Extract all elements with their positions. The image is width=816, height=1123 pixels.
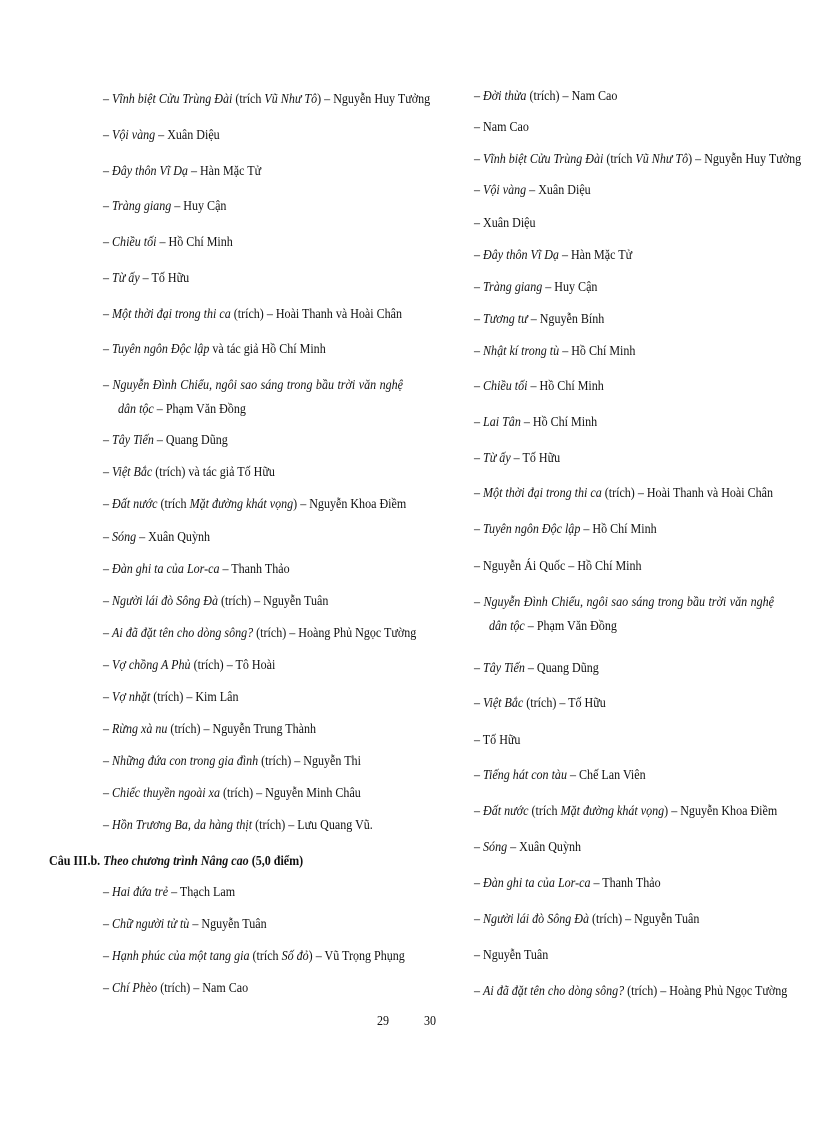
left-line-23-seg-2: Hồn Trương Ba, da hàng thịt xyxy=(112,818,253,833)
left-line-18-seg-2: Vợ chồng A Phủ xyxy=(112,658,191,673)
left-line-8-seg-1: – xyxy=(103,342,113,357)
left-line-24-seg-2: Theo chương trình Nâng cao xyxy=(103,854,249,869)
left-line-28-seg-3: (trích) – Nam Cao xyxy=(157,981,249,996)
left-line-15 xyxy=(103,561,290,579)
right-line-22-seg-1: – xyxy=(474,804,484,819)
right-line-3-seg-5: ) – Nguyễn Huy Tưởng xyxy=(688,152,802,167)
left-line-13-seg-5: ) – Nguyễn Khoa Điềm xyxy=(293,497,407,512)
right-line-5-seg-1: – Xuân Diệu xyxy=(474,216,536,231)
left-line-27-seg-3: (trích xyxy=(249,949,282,964)
right-line-19 xyxy=(474,695,606,713)
left-line-4-seg-2: Tràng giang xyxy=(112,199,172,214)
right-line-1-seg-3: (trích) – Nam Cao xyxy=(526,89,618,104)
right-line-12-seg-3: – Tố Hữu xyxy=(510,451,561,466)
right-line-9-seg-1: – xyxy=(474,344,484,359)
left-line-16-seg-2: Người lái đò Sông Đà xyxy=(112,594,219,609)
right-line-20 xyxy=(474,732,520,750)
right-line-8-seg-2: Tương tư xyxy=(483,312,528,327)
right-line-17 xyxy=(489,618,617,636)
right-line-17-seg-1: dân tộc xyxy=(489,619,525,634)
right-line-18-seg-3: – Quang Dũng xyxy=(524,661,599,676)
left-line-6-seg-1: – xyxy=(103,271,113,286)
left-line-10 xyxy=(118,401,246,419)
right-line-22-seg-5: ) – Nguyễn Khoa Điềm xyxy=(664,804,778,819)
right-line-23 xyxy=(474,839,581,857)
left-line-1 xyxy=(103,91,430,109)
left-line-21 xyxy=(103,753,361,771)
left-line-13 xyxy=(103,496,406,514)
right-line-21-seg-3: – Chế Lan Viên xyxy=(566,768,646,783)
left-line-17 xyxy=(103,625,416,643)
left-line-25-seg-3: – Thạch Lam xyxy=(168,885,236,900)
right-line-12-seg-2: Từ ấy xyxy=(483,451,511,466)
right-line-21 xyxy=(474,767,646,785)
right-line-22-seg-4: Mặt đường khát vọng xyxy=(560,804,665,819)
left-line-14-seg-2: Sóng xyxy=(112,530,137,545)
left-line-22-seg-2: Chiếc thuyền ngoài xa xyxy=(112,786,221,801)
left-line-26-seg-2: Chữ người tử tù xyxy=(112,917,190,932)
right-line-7 xyxy=(474,279,597,297)
left-line-23 xyxy=(103,817,373,835)
left-line-5 xyxy=(103,234,233,252)
left-line-24-seg-3: (5,0 điểm) xyxy=(248,854,304,869)
left-line-25 xyxy=(103,884,235,902)
left-line-22-seg-3: (trích) – Nguyễn Minh Châu xyxy=(220,786,361,801)
right-line-5 xyxy=(474,215,536,233)
left-line-18-seg-1: – xyxy=(103,658,113,673)
right-line-6-seg-1: – xyxy=(474,248,484,263)
right-line-21-seg-2: Tiếng hát con tàu xyxy=(483,768,567,783)
left-line-24 xyxy=(49,853,303,871)
left-line-28-seg-1: – xyxy=(103,981,113,996)
right-line-13-seg-1: – xyxy=(474,486,484,501)
right-line-3 xyxy=(474,151,801,169)
right-line-12 xyxy=(474,450,560,468)
right-line-15 xyxy=(474,558,642,576)
right-line-13-seg-2: Một thời đại trong thi ca xyxy=(483,486,602,501)
left-line-15-seg-2: Đàn ghi ta của Lor-ca xyxy=(112,562,220,577)
right-line-4 xyxy=(474,182,591,200)
right-line-3-seg-4: Vũ Như Tô xyxy=(635,152,689,167)
right-line-25-seg-2: Người lái đò Sông Đà xyxy=(483,912,590,927)
left-line-4-seg-1: – xyxy=(103,199,113,214)
right-line-15-seg-1: – Nguyễn Ái Quốc – Hồ Chí Minh xyxy=(474,559,642,574)
left-line-16-seg-1: – xyxy=(103,594,113,609)
right-line-6 xyxy=(474,247,632,265)
right-line-2-seg-1: – Nam Cao xyxy=(474,120,529,135)
left-line-2-seg-1: – xyxy=(103,128,113,143)
right-line-1-seg-1: – xyxy=(474,89,484,104)
left-line-4 xyxy=(103,198,226,216)
right-line-7-seg-2: Tràng giang xyxy=(483,280,543,295)
right-line-19-seg-2: Việt Bắc xyxy=(483,696,524,711)
right-line-16-seg-2: Nguyễn Đình Chiểu, ngôi sao sáng trong bầu trời văn nghệ xyxy=(483,595,774,610)
left-line-21-seg-3: (trích) – Nguyễn Thi xyxy=(258,754,361,769)
right-line-24-seg-2: Đàn ghi ta của Lor-ca xyxy=(483,876,591,891)
right-line-9-seg-2: Nhật kí trong tù xyxy=(483,344,560,359)
left-line-27-seg-1: – xyxy=(103,949,113,964)
left-line-19-seg-1: – xyxy=(103,690,113,705)
left-line-28-seg-2: Chí Phèo xyxy=(112,981,158,996)
right-line-22-seg-3: (trích xyxy=(528,804,561,819)
right-line-27-seg-2: Ai đã đặt tên cho dòng sông? xyxy=(483,984,625,999)
left-line-2-seg-3: – Xuân Diệu xyxy=(155,128,220,143)
right-line-3-seg-3: (trích xyxy=(603,152,636,167)
left-line-18-seg-3: (trích) – Tô Hoài xyxy=(190,658,276,673)
right-line-14 xyxy=(474,521,657,539)
left-line-1-seg-2: Vĩnh biệt Cửu Trùng Đài xyxy=(112,92,233,107)
left-line-11-seg-2: Tây Tiến xyxy=(112,433,154,448)
right-line-10-seg-2: Chiều tối xyxy=(483,379,528,394)
right-line-24 xyxy=(474,875,661,893)
right-line-1-seg-2: Đời thừa xyxy=(483,89,527,104)
left-line-8-seg-3: và tác giả Hồ Chí Minh xyxy=(209,342,326,357)
right-line-25 xyxy=(474,911,699,929)
left-line-20-seg-2: Rừng xà nu xyxy=(112,722,168,737)
right-line-18 xyxy=(474,660,599,678)
left-line-22 xyxy=(103,785,361,803)
right-line-10-seg-3: – Hồ Chí Minh xyxy=(527,379,604,394)
right-line-2 xyxy=(474,119,529,137)
left-line-20 xyxy=(103,721,316,739)
left-line-19-seg-2: Vợ nhặt xyxy=(112,690,151,705)
right-line-23-seg-1: – xyxy=(474,840,484,855)
right-line-6-seg-2: Đây thôn Vĩ Dạ xyxy=(483,248,559,263)
left-line-3-seg-1: – xyxy=(103,164,113,179)
left-line-12-seg-2: Việt Bắc xyxy=(112,465,153,480)
left-line-17-seg-3: (trích) – Hoàng Phủ Ngọc Tường xyxy=(253,626,417,641)
left-line-6-seg-3: – Tố Hữu xyxy=(139,271,190,286)
left-line-28 xyxy=(103,980,248,998)
left-line-7 xyxy=(103,306,402,324)
left-line-12-seg-3: (trích) và tác giả Tố Hữu xyxy=(152,465,275,480)
right-line-21-seg-1: – xyxy=(474,768,484,783)
left-line-14-seg-1: – xyxy=(103,530,113,545)
left-line-4-seg-3: – Huy Cận xyxy=(171,199,227,214)
left-line-25-seg-1: – xyxy=(103,885,113,900)
right-line-22-seg-2: Đất nước xyxy=(483,804,529,819)
left-line-16-seg-3: (trích) – Nguyễn Tuân xyxy=(218,594,329,609)
left-line-3-seg-2: Đây thôn Vĩ Dạ xyxy=(112,164,188,179)
left-line-7-seg-2: Một thời đại trong thi ca xyxy=(112,307,231,322)
right-line-27-seg-1: – xyxy=(474,984,484,999)
left-line-7-seg-3: (trích) – Hoài Thanh và Hoài Chân xyxy=(230,307,403,322)
left-line-14 xyxy=(103,529,210,547)
right-line-19-seg-3: (trích) – Tố Hữu xyxy=(523,696,606,711)
left-line-13-seg-2: Đất nước xyxy=(112,497,158,512)
left-line-20-seg-1: – xyxy=(103,722,113,737)
right-line-17-seg-2: – Phạm Văn Đồng xyxy=(524,619,617,634)
right-line-18-seg-1: – xyxy=(474,661,484,676)
right-line-3-seg-2: Vĩnh biệt Cửu Trùng Đài xyxy=(483,152,604,167)
right-line-19-seg-1: – xyxy=(474,696,484,711)
right-line-22 xyxy=(474,803,777,821)
right-line-1 xyxy=(474,88,617,106)
right-line-9-seg-3: – Hồ Chí Minh xyxy=(559,344,636,359)
left-line-27 xyxy=(103,948,405,966)
right-line-8 xyxy=(474,311,604,329)
right-line-27-seg-3: (trích) – Hoàng Phủ Ngọc Tường xyxy=(624,984,788,999)
left-line-2-seg-2: Vội vàng xyxy=(112,128,156,143)
right-line-25-seg-1: – xyxy=(474,912,484,927)
left-line-20-seg-3: (trích) – Nguyễn Trung Thành xyxy=(167,722,317,737)
right-line-11-seg-2: Lai Tân xyxy=(483,415,521,430)
right-line-11-seg-1: – xyxy=(474,415,484,430)
left-line-11-seg-3: – Quang Dũng xyxy=(153,433,228,448)
right-line-9 xyxy=(474,343,635,361)
page-number-left: 29 xyxy=(377,1014,390,1029)
right-line-10-seg-1: – xyxy=(474,379,484,394)
right-line-7-seg-1: – xyxy=(474,280,484,295)
right-line-16-seg-1: – xyxy=(474,595,484,610)
left-line-17-seg-2: Ai đã đặt tên cho dòng sông? xyxy=(112,626,254,641)
left-line-6 xyxy=(103,270,189,288)
left-line-15-seg-1: – xyxy=(103,562,113,577)
left-line-24-seg-1: Câu III.b. xyxy=(49,854,104,869)
right-line-16 xyxy=(474,594,774,612)
left-line-8-seg-2: Tuyên ngôn Độc lập xyxy=(112,342,210,357)
left-line-2 xyxy=(103,127,220,145)
right-line-14-seg-1: – xyxy=(474,522,484,537)
right-line-10 xyxy=(474,378,604,396)
right-line-14-seg-3: – Hồ Chí Minh xyxy=(580,522,657,537)
left-line-27-seg-4: Số đỏ xyxy=(281,949,309,964)
page-number-right: 30 xyxy=(424,1014,437,1029)
right-line-26 xyxy=(474,947,548,965)
right-line-6-seg-3: – Hàn Mặc Tử xyxy=(558,248,633,263)
right-line-4-seg-1: – xyxy=(474,183,484,198)
right-line-24-seg-3: – Thanh Thảo xyxy=(590,876,661,891)
right-line-7-seg-3: – Huy Cận xyxy=(542,280,598,295)
left-line-5-seg-2: Chiều tối xyxy=(112,235,157,250)
left-line-23-seg-3: (trích) – Lưu Quang Vũ. xyxy=(252,818,373,833)
right-line-25-seg-3: (trích) – Nguyễn Tuân xyxy=(589,912,700,927)
left-line-21-seg-1: – xyxy=(103,754,113,769)
left-line-18 xyxy=(103,657,275,675)
left-line-26-seg-1: – xyxy=(103,917,113,932)
left-line-3 xyxy=(103,163,261,181)
left-line-6-seg-2: Từ ấy xyxy=(112,271,140,286)
left-line-14-seg-3: – Xuân Quỳnh xyxy=(136,530,211,545)
left-line-1-seg-1: – xyxy=(103,92,113,107)
left-line-19-seg-3: (trích) – Kim Lân xyxy=(150,690,239,705)
left-line-19 xyxy=(103,689,239,707)
left-line-11-seg-1: – xyxy=(103,433,113,448)
right-line-3-seg-1: – xyxy=(474,152,484,167)
left-line-26 xyxy=(103,916,267,934)
left-line-1-seg-3: (trích xyxy=(232,92,265,107)
right-line-23-seg-3: – Xuân Quỳnh xyxy=(507,840,582,855)
left-line-1-seg-4: Vũ Như Tô xyxy=(264,92,318,107)
left-line-16 xyxy=(103,593,328,611)
left-line-23-seg-1: – xyxy=(103,818,113,833)
left-line-17-seg-1: – xyxy=(103,626,113,641)
left-line-13-seg-1: – xyxy=(103,497,113,512)
left-line-3-seg-3: – Hàn Mặc Tử xyxy=(187,164,262,179)
left-line-5-seg-3: – Hồ Chí Minh xyxy=(156,235,233,250)
left-line-12-seg-1: – xyxy=(103,465,113,480)
left-line-26-seg-3: – Nguyễn Tuân xyxy=(189,917,267,932)
left-line-9-seg-1: – xyxy=(103,378,113,393)
left-line-10-seg-2: – Phạm Văn Đồng xyxy=(153,402,246,417)
right-line-11 xyxy=(474,414,597,432)
right-line-13-seg-3: (trích) – Hoài Thanh và Hoài Chân xyxy=(601,486,774,501)
left-line-13-seg-4: Mặt đường khát vọng xyxy=(189,497,294,512)
right-line-23-seg-2: Sóng xyxy=(483,840,508,855)
left-line-13-seg-3: (trích xyxy=(157,497,190,512)
right-line-12-seg-1: – xyxy=(474,451,484,466)
right-line-24-seg-1: – xyxy=(474,876,484,891)
right-line-13 xyxy=(474,485,773,503)
right-line-26-seg-1: – Nguyễn Tuân xyxy=(474,948,549,963)
right-line-11-seg-3: – Hồ Chí Minh xyxy=(520,415,598,430)
left-line-27-seg-2: Hạnh phúc của một tang gia xyxy=(112,949,250,964)
right-line-20-seg-1: – Tố Hữu xyxy=(474,733,521,748)
right-line-14-seg-2: Tuyên ngôn Độc lập xyxy=(483,522,581,537)
right-line-4-seg-2: Vội vàng xyxy=(483,183,527,198)
left-line-21-seg-2: Những đứa con trong gia đình xyxy=(112,754,259,769)
left-line-8 xyxy=(103,341,326,359)
left-line-27-seg-5: ) – Vũ Trọng Phụng xyxy=(308,949,405,964)
left-line-10-seg-1: dân tộc xyxy=(118,402,154,417)
left-line-1-seg-5: ) – Nguyễn Huy Tưởng xyxy=(317,92,431,107)
left-line-15-seg-3: – Thanh Thảo xyxy=(219,562,290,577)
right-line-8-seg-1: – xyxy=(474,312,484,327)
left-line-7-seg-1: – xyxy=(103,307,113,322)
left-line-9 xyxy=(103,377,403,395)
left-line-5-seg-1: – xyxy=(103,235,113,250)
right-line-4-seg-3: – Xuân Diệu xyxy=(526,183,591,198)
right-line-27 xyxy=(474,983,787,1001)
left-line-12 xyxy=(103,464,275,482)
left-line-11 xyxy=(103,432,228,450)
right-line-8-seg-3: – Nguyễn Bính xyxy=(527,312,605,327)
left-line-9-seg-2: Nguyễn Đình Chiểu, ngôi sao sáng trong bầu trời văn nghệ xyxy=(112,378,403,393)
right-line-18-seg-2: Tây Tiến xyxy=(483,661,525,676)
left-line-25-seg-2: Hai đứa trẻ xyxy=(112,885,169,900)
left-line-22-seg-1: – xyxy=(103,786,113,801)
